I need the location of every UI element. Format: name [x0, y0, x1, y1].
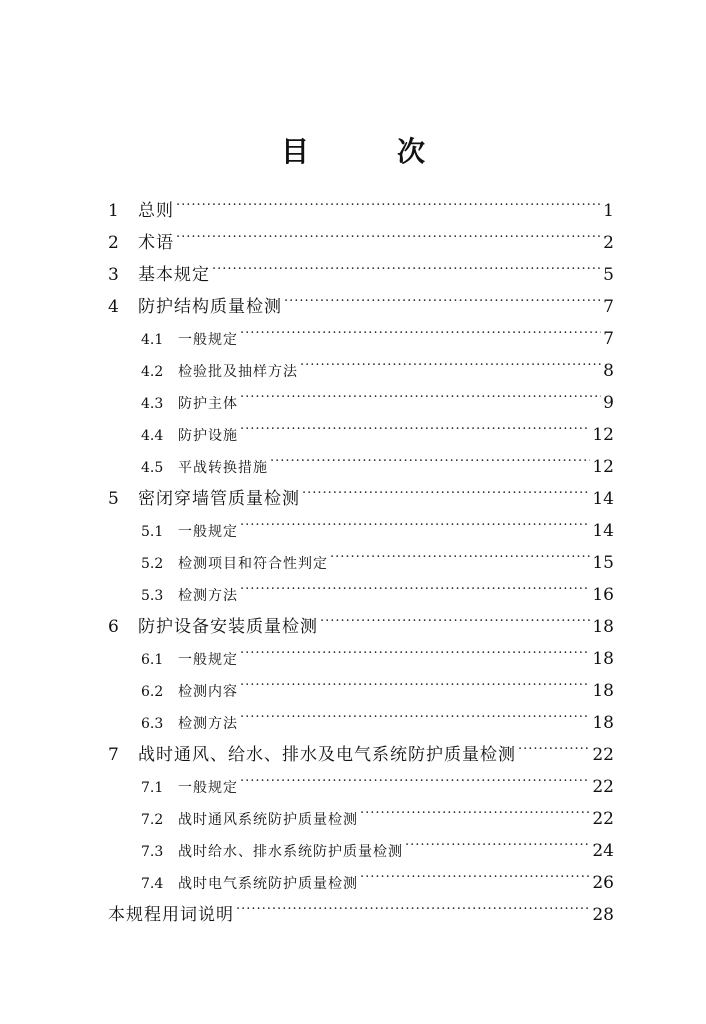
toc-entry-page-number: 7 — [603, 297, 614, 317]
toc-entry-page-number: 18 — [592, 713, 614, 733]
toc-entry-page-number: 15 — [592, 553, 614, 573]
dot-leader — [240, 778, 590, 792]
toc-entry-label: 检测项目和符合性判定 — [178, 556, 328, 572]
dot-leader — [360, 810, 590, 824]
toc-entry[interactable] — [108, 579, 614, 611]
toc-entry-page-number: 18 — [592, 681, 614, 701]
dot-leader — [240, 682, 590, 696]
toc-entry[interactable] — [108, 195, 614, 227]
toc-entry[interactable] — [108, 867, 614, 899]
toc-entry-page-number: 7 — [603, 329, 614, 349]
dot-leader — [240, 650, 590, 664]
toc-entry[interactable] — [108, 387, 614, 419]
toc-entry-label: 一般规定 — [178, 780, 238, 796]
toc-entry-label: 战时电气系统防护质量检测 — [178, 876, 358, 892]
toc-entry[interactable] — [108, 355, 614, 387]
toc-entry[interactable] — [108, 611, 614, 643]
dot-leader — [176, 199, 601, 216]
toc-entry-label: 防护设备安装质量检测 — [138, 617, 318, 637]
toc-entry[interactable] — [108, 419, 614, 451]
dot-leader — [176, 231, 601, 248]
toc-entry-number: 4 — [108, 297, 119, 317]
toc-entry-number: 5.3 — [141, 588, 164, 604]
toc-entry-label: 术语 — [138, 233, 174, 253]
toc-entry[interactable] — [108, 675, 614, 707]
dot-leader — [240, 586, 590, 600]
toc-entry-number: 5.1 — [141, 524, 164, 540]
toc-entry-label: 检测方法 — [178, 716, 238, 732]
table-of-contents — [108, 195, 614, 931]
toc-entry-number: 7.4 — [141, 876, 164, 892]
toc-entry[interactable] — [108, 771, 614, 803]
toc-entry-number: 4.2 — [141, 364, 164, 380]
toc-entry-label: 战时给水、排水系统防护质量检测 — [178, 844, 403, 860]
toc-entry[interactable] — [108, 483, 614, 515]
toc-entry-number: 1 — [108, 201, 119, 221]
toc-entry[interactable] — [108, 707, 614, 739]
dot-leader — [320, 615, 590, 632]
toc-entry[interactable] — [108, 291, 614, 323]
toc-entry-number: 6.1 — [141, 652, 164, 668]
dot-leader — [240, 714, 590, 728]
toc-entry-page-number: 28 — [592, 905, 614, 925]
toc-entry-page-number: 12 — [592, 425, 614, 445]
toc-entry-number: 4.1 — [141, 332, 164, 348]
dot-leader — [240, 426, 590, 440]
toc-entry-page-number: 22 — [592, 777, 614, 797]
toc-entry-label: 一般规定 — [178, 524, 238, 540]
toc-entry[interactable] — [108, 899, 614, 931]
toc-entry[interactable] — [108, 259, 614, 291]
toc-entry-number: 3 — [108, 265, 119, 285]
toc-entry-label: 本规程用词说明 — [108, 905, 234, 925]
toc-entry-number: 7.2 — [141, 812, 164, 828]
toc-entry-number: 4.5 — [141, 460, 164, 476]
toc-entry-page-number: 9 — [603, 393, 614, 413]
toc-entry[interactable] — [108, 803, 614, 835]
toc-entry-page-number: 24 — [592, 841, 614, 861]
dot-leader — [240, 330, 601, 344]
toc-entry-label: 密闭穿墙管质量检测 — [138, 489, 300, 509]
toc-entry-label: 一般规定 — [178, 332, 238, 348]
dot-leader — [518, 743, 590, 760]
dot-leader — [302, 487, 590, 504]
toc-entry-number: 5.2 — [141, 556, 164, 572]
toc-entry-page-number: 22 — [592, 809, 614, 829]
toc-entry-label: 防护设施 — [178, 428, 238, 444]
toc-entry[interactable] — [108, 323, 614, 355]
toc-entry-page-number: 12 — [592, 457, 614, 477]
toc-entry-number: 7.1 — [141, 780, 164, 796]
toc-entry-label: 平战转换措施 — [178, 460, 268, 476]
toc-entry-page-number: 14 — [592, 521, 614, 541]
toc-entry-page-number: 8 — [603, 361, 614, 381]
toc-entry-number: 4.3 — [141, 396, 164, 412]
dot-leader — [270, 458, 590, 472]
dot-leader — [240, 394, 601, 408]
dot-leader — [360, 874, 590, 888]
toc-entry[interactable] — [108, 547, 614, 579]
dot-leader — [284, 295, 601, 312]
toc-entry-page-number: 26 — [592, 873, 614, 893]
toc-title: 目 次 — [280, 135, 455, 168]
toc-entry-label: 防护结构质量检测 — [138, 297, 282, 317]
toc-entry[interactable] — [108, 739, 614, 771]
dot-leader — [405, 842, 590, 856]
toc-entry-number: 2 — [108, 233, 119, 253]
toc-entry-number: 7.3 — [141, 844, 164, 860]
toc-entry[interactable] — [108, 227, 614, 259]
toc-entry-number: 6.3 — [141, 716, 164, 732]
toc-entry[interactable] — [108, 515, 614, 547]
toc-entry-number: 4.4 — [141, 428, 164, 444]
toc-entry[interactable] — [108, 643, 614, 675]
dot-leader — [236, 903, 590, 920]
toc-entry-page-number: 18 — [592, 617, 614, 637]
toc-entry[interactable] — [108, 451, 614, 483]
toc-entry-label: 总则 — [138, 201, 174, 221]
toc-entry-label: 防护主体 — [178, 396, 238, 412]
toc-entry-label: 检验批及抽样方法 — [178, 364, 298, 380]
toc-entry-number: 5 — [108, 489, 119, 509]
toc-entry-number: 6.2 — [141, 684, 164, 700]
toc-entry-label: 基本规定 — [138, 265, 210, 285]
toc-entry-label: 检测内容 — [178, 684, 238, 700]
toc-entry-page-number: 16 — [592, 585, 614, 605]
toc-entry-page-number: 14 — [592, 489, 614, 509]
toc-entry-label: 检测方法 — [178, 588, 238, 604]
toc-entry-label: 一般规定 — [178, 652, 238, 668]
dot-leader — [300, 362, 601, 376]
toc-entry-page-number: 22 — [592, 745, 614, 765]
toc-entry-page-number: 5 — [603, 265, 614, 285]
toc-entry-label: 战时通风、给水、排水及电气系统防护质量检测 — [138, 745, 516, 765]
toc-entry-label: 战时通风系统防护质量检测 — [178, 812, 358, 828]
toc-entry-number: 7 — [108, 745, 119, 765]
toc-entry-page-number: 18 — [592, 649, 614, 669]
toc-entry[interactable] — [108, 835, 614, 867]
dot-leader — [240, 522, 590, 536]
toc-entry-number: 6 — [108, 617, 119, 637]
dot-leader — [212, 263, 601, 280]
toc-entry-page-number: 2 — [603, 233, 614, 253]
dot-leader — [330, 554, 590, 568]
toc-entry-page-number: 1 — [603, 201, 614, 221]
